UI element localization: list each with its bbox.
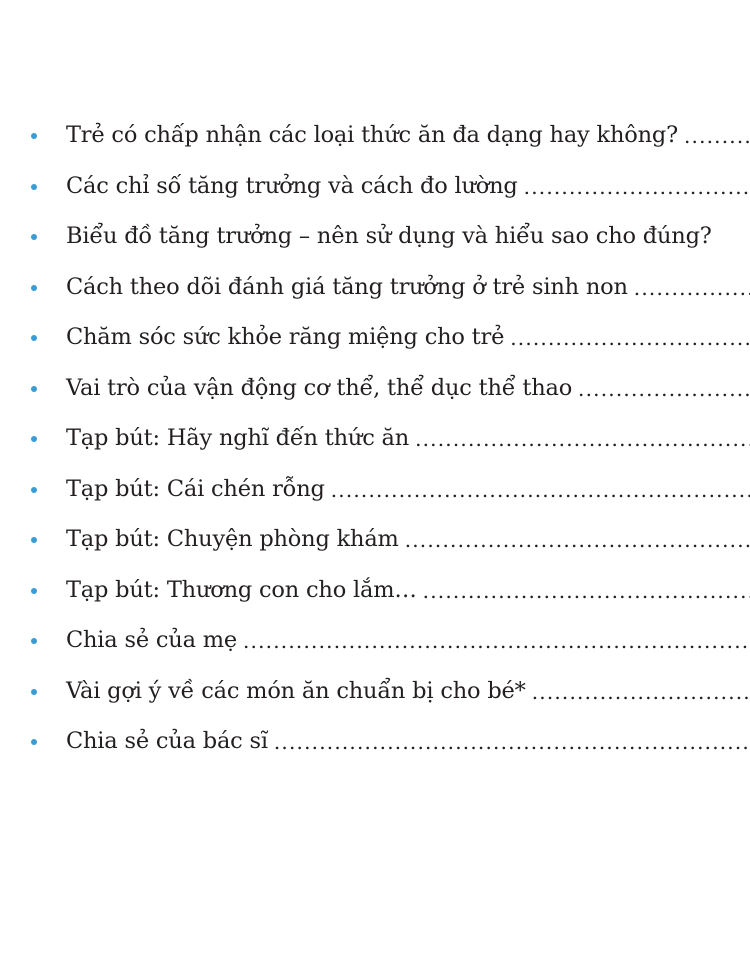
bullet-icon bbox=[31, 285, 37, 291]
toc-entry bbox=[0, 666, 750, 717]
dot-leader bbox=[237, 629, 750, 653]
dot-leader bbox=[268, 730, 750, 754]
dot-leader bbox=[628, 276, 750, 300]
toc-entry-title: Vài gợi ý về các món ăn chuẩn bị cho bé* bbox=[66, 677, 526, 704]
toc-entry-title: Chăm sóc sức khỏe răng miệng cho trẻ bbox=[66, 324, 505, 351]
toc-entry bbox=[0, 211, 750, 262]
bullet-icon bbox=[31, 234, 37, 240]
toc-entry bbox=[0, 363, 750, 414]
toc-entry bbox=[0, 464, 750, 515]
toc-entry-title: Tạp bút: Thương con cho lắm… bbox=[66, 576, 417, 603]
toc-entry bbox=[0, 110, 750, 161]
bullet-icon bbox=[31, 588, 37, 594]
toc-entry-title: Tạp bút: Chuyện phòng khám bbox=[66, 526, 399, 553]
toc-entry bbox=[0, 413, 750, 464]
dot-leader bbox=[526, 680, 750, 704]
bullet-icon bbox=[31, 537, 37, 543]
dot-leader bbox=[399, 528, 750, 552]
toc-entry-title: Chia sẻ của mẹ bbox=[66, 627, 237, 654]
bullet-icon bbox=[31, 638, 37, 644]
toc-entry-title: Vai trò của vận động cơ thể, thể dục thể thao bbox=[66, 374, 573, 401]
bullet-icon bbox=[31, 133, 37, 139]
toc-entry-title: Tạp bút: Hãy nghĩ đến thức ăn bbox=[66, 425, 410, 452]
toc-entry-title: Các chỉ số tăng trưởng và cách đo lường bbox=[66, 172, 518, 199]
dot-leader bbox=[409, 427, 750, 451]
dot-leader bbox=[678, 124, 750, 148]
toc-entry-title: Tạp bút: Cái chén rỗng bbox=[66, 475, 325, 502]
toc-entry bbox=[0, 514, 750, 565]
toc-entry bbox=[0, 262, 750, 313]
bullet-icon bbox=[31, 689, 37, 695]
toc-entry bbox=[0, 161, 750, 212]
bullet-icon bbox=[31, 487, 37, 493]
dot-leader bbox=[325, 478, 750, 502]
bullet-icon bbox=[31, 436, 37, 442]
toc-entry bbox=[0, 615, 750, 666]
toc-entry-title: Biểu đồ tăng trưởng – nên sử dụng và hiểu sao cho đúng? bbox=[66, 223, 712, 250]
toc-entry bbox=[0, 312, 750, 363]
toc-entry-title: Chia sẻ của bác sĩ bbox=[66, 728, 268, 755]
dot-leader bbox=[572, 377, 750, 401]
bullet-icon bbox=[31, 184, 37, 190]
toc-entry-title: Trẻ có chấp nhận các loại thức ăn đa dạng hay không? bbox=[66, 122, 678, 149]
table-of-contents bbox=[0, 110, 750, 767]
dot-leader bbox=[417, 579, 750, 603]
dot-leader bbox=[504, 326, 750, 350]
dot-leader bbox=[518, 175, 750, 199]
toc-entry-title: Cách theo dõi đánh giá tăng trưởng ở trẻ sinh non bbox=[66, 273, 628, 300]
toc-entry bbox=[0, 565, 750, 616]
bullet-icon bbox=[31, 386, 37, 392]
bullet-icon bbox=[31, 335, 37, 341]
toc-entry bbox=[0, 716, 750, 767]
bullet-icon bbox=[31, 739, 37, 745]
